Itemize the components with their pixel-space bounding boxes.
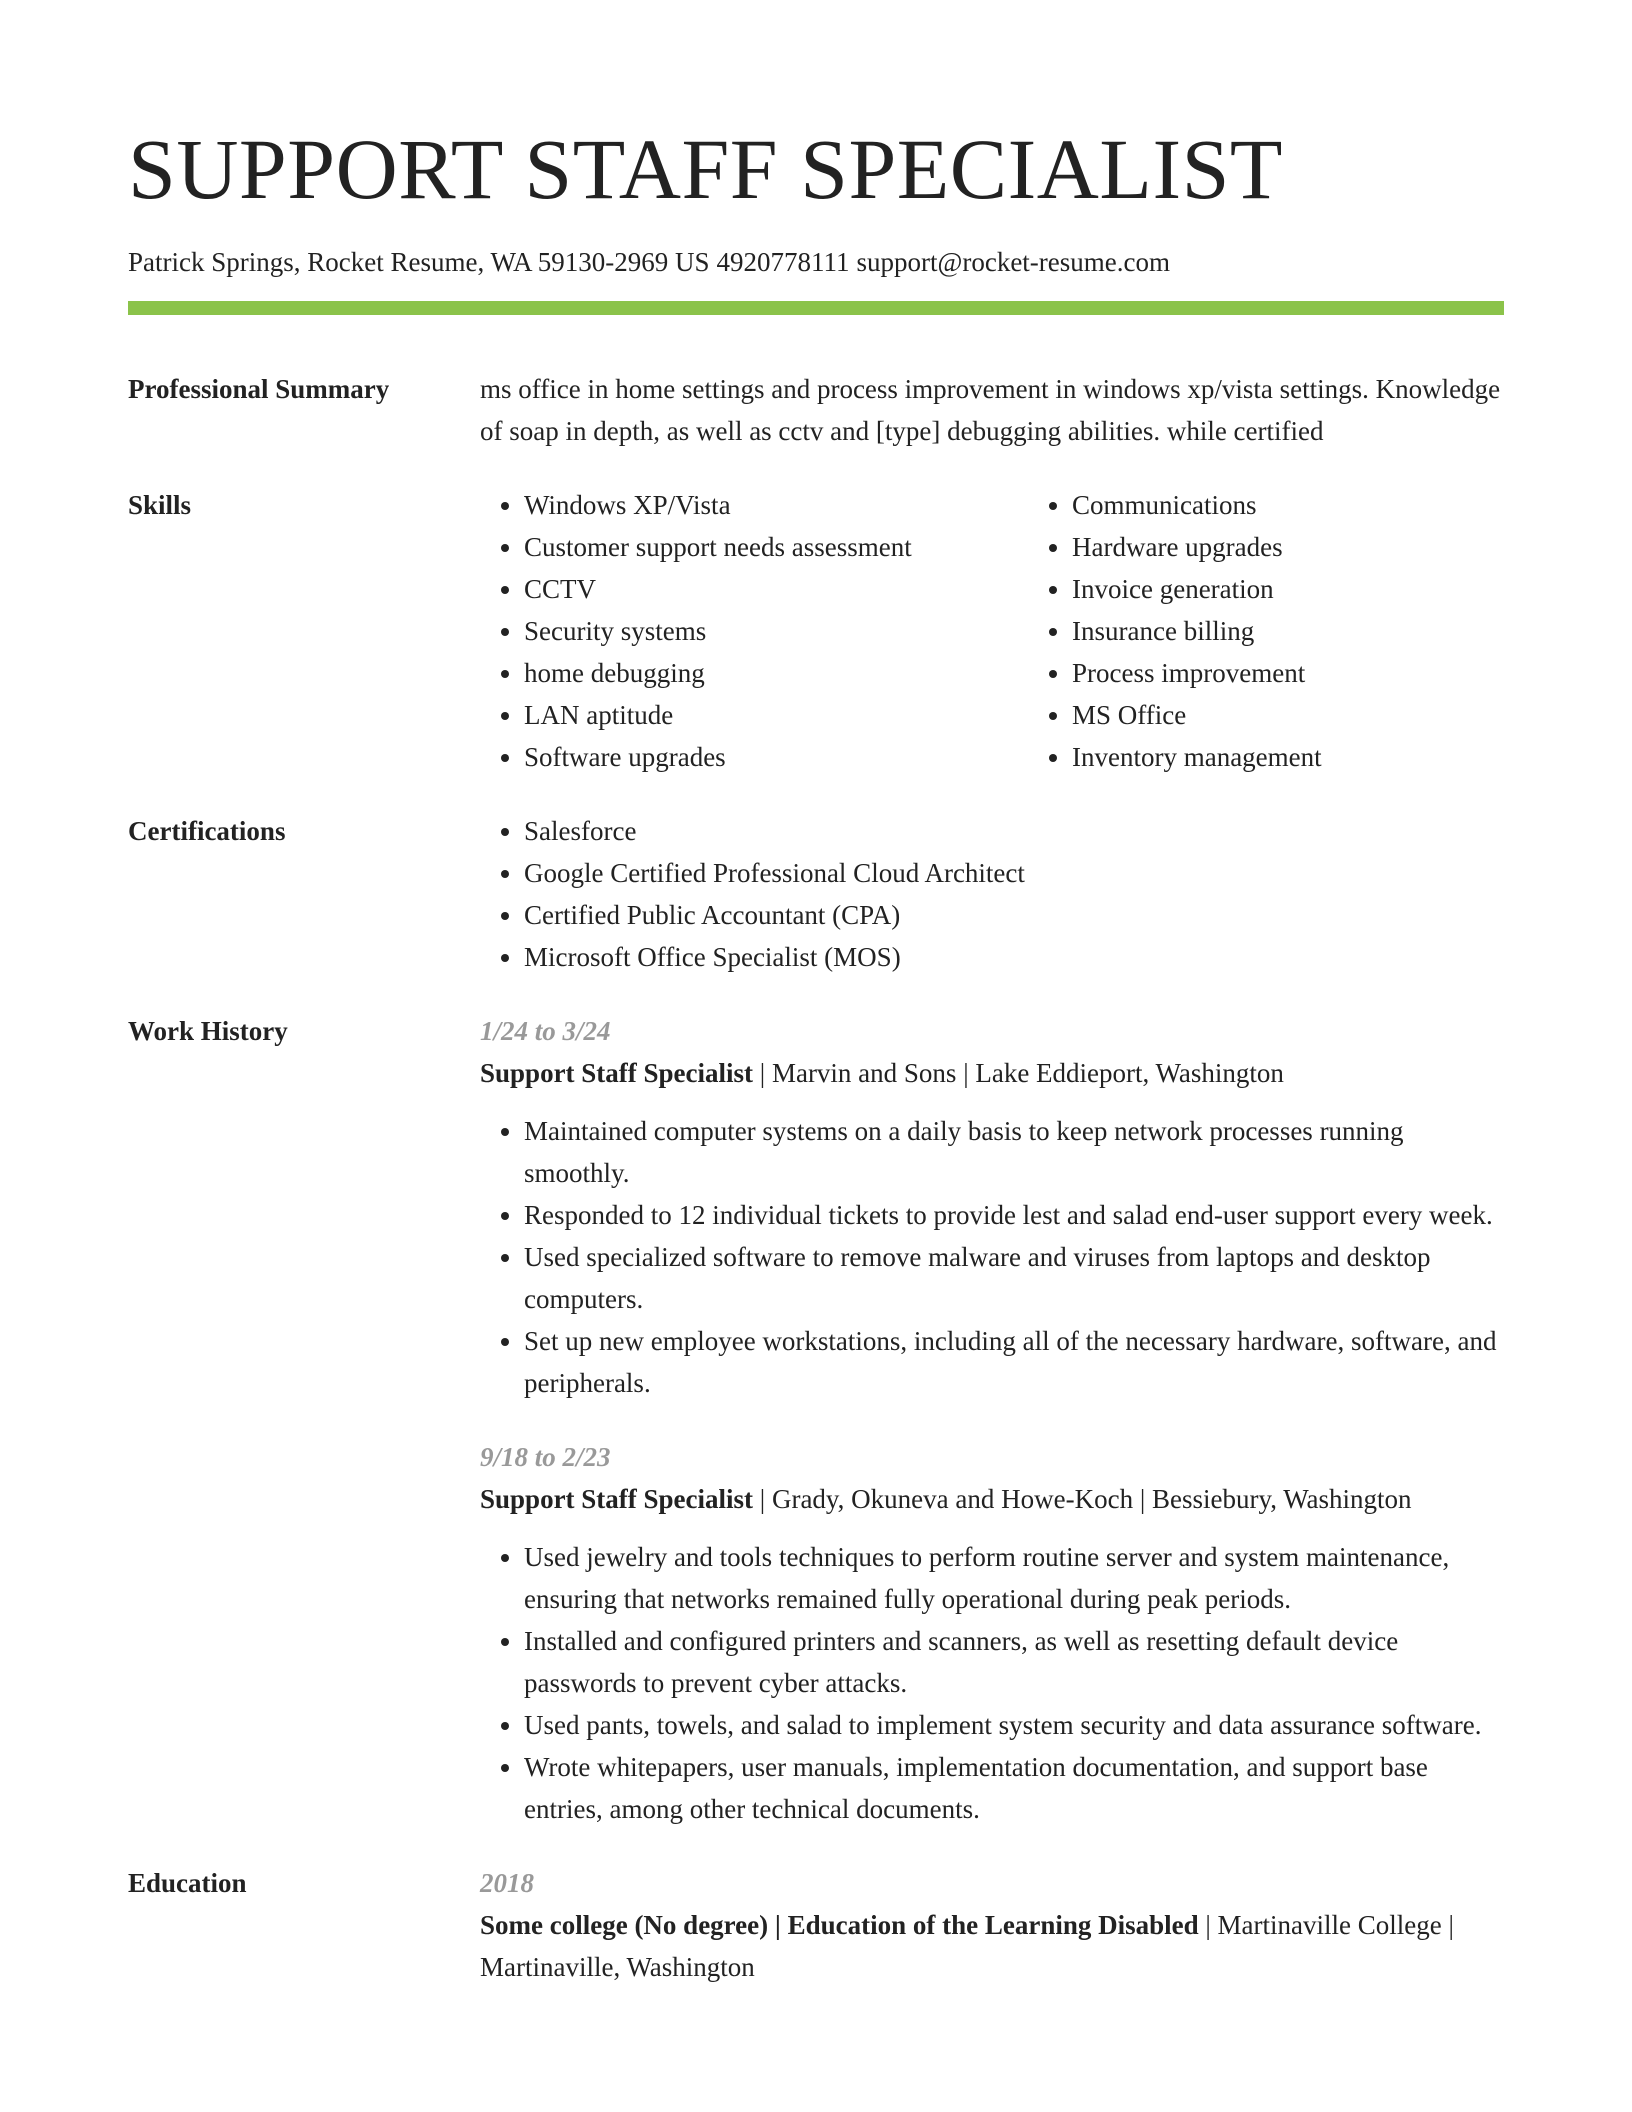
job-dates: 1/24 to 3/24 bbox=[480, 1016, 611, 1047]
section-label-summary: Professional Summary bbox=[128, 374, 390, 405]
skill-item: • Communications bbox=[1072, 484, 1322, 526]
job-bullet: • Maintained computer systems on a daily basis to keep network processes running smoothly. bbox=[524, 1110, 1504, 1194]
job-bullet: • Responded to 12 individual tickets to provide lest and salad end-user support every week. bbox=[524, 1194, 1504, 1236]
skill-item: • CCTV bbox=[524, 568, 1028, 610]
education-school: | Martinaville College | Martinaville, Washington bbox=[480, 1910, 1454, 1983]
job-title: Support Staff Specialist bbox=[480, 1484, 754, 1515]
section-label-work-history: Work History bbox=[128, 1016, 288, 1047]
job-entry bbox=[480, 1010, 1504, 1404]
job-bullet: • Used specialized software to remove malware and viruses from laptops and desktop computers. bbox=[524, 1236, 1504, 1320]
skill-item: • MS Office bbox=[1072, 694, 1322, 736]
certifications-list bbox=[480, 810, 1504, 978]
contact-line bbox=[128, 246, 1504, 278]
job-employer: | Grady, Okuneva and Howe-Koch | Bessiebury, Washington bbox=[753, 1484, 1412, 1515]
job-bullet: • Used jewelry and tools techniques to perform routine server and system maintenance, ensuring that networks remained fully operational during peak periods. bbox=[524, 1536, 1504, 1620]
job-bullet: • Wrote whitepapers, user manuals, implementation documentation, and support base entries, among other technical documents. bbox=[524, 1746, 1504, 1830]
contact-email: support@rocket-resume.com bbox=[856, 247, 1171, 277]
skill-item: • Insurance billing bbox=[1072, 610, 1322, 652]
header-divider bbox=[128, 301, 1504, 315]
education-section bbox=[128, 1862, 1504, 1988]
resume-title: SUPPORT STAFF SPECIALIST bbox=[128, 121, 1283, 217]
section-label-certifications: Certifications bbox=[128, 816, 286, 847]
job-employer: | Marvin and Sons | Lake Eddieport, Washington bbox=[753, 1058, 1284, 1089]
skill-item: • Customer support needs assessment bbox=[524, 526, 1028, 568]
skills-list bbox=[480, 484, 1504, 778]
skill-item: • Windows XP/Vista bbox=[524, 484, 1028, 526]
section-label-skills: Skills bbox=[128, 490, 192, 521]
certification-item: • Google Certified Professional Cloud Architect bbox=[524, 852, 1504, 894]
education-degree: Some college (No degree) | Education of the Learning Disabled bbox=[480, 1910, 1199, 1941]
education-heading bbox=[480, 1904, 1504, 1988]
job-bullets bbox=[480, 1536, 1504, 1830]
job-entry bbox=[480, 1436, 1504, 1830]
job-bullet: • Used pants, towels, and salad to implement system security and data assurance software. bbox=[524, 1704, 1504, 1746]
skill-item: • Software upgrades bbox=[524, 736, 1028, 778]
job-heading bbox=[480, 1052, 1504, 1094]
contact-address: Patrick Springs, Rocket Resume, WA 59130-2969 US bbox=[128, 247, 710, 277]
work-history-section bbox=[128, 1010, 1504, 1830]
education-year: 2018 bbox=[480, 1868, 534, 1899]
section-label-education: Education bbox=[128, 1868, 247, 1899]
contact-phone: 4920778111 bbox=[716, 247, 850, 277]
skill-item: • Hardware upgrades bbox=[1072, 526, 1322, 568]
skill-item: • Inventory management bbox=[1072, 736, 1322, 778]
certification-item: • Salesforce bbox=[524, 810, 1504, 852]
skill-item: • LAN aptitude bbox=[524, 694, 1028, 736]
job-dates: 9/18 to 2/23 bbox=[480, 1442, 611, 1473]
job-bullets bbox=[480, 1110, 1504, 1404]
job-heading bbox=[480, 1478, 1504, 1520]
skills-column-2 bbox=[1028, 484, 1322, 778]
certification-item: • Microsoft Office Specialist (MOS) bbox=[524, 936, 1504, 978]
job-bullet: • Set up new employee workstations, including all of the necessary hardware, software, and peripherals. bbox=[524, 1320, 1504, 1404]
skill-item: • home debugging bbox=[524, 652, 1028, 694]
summary-section bbox=[128, 368, 1504, 452]
job-bullet: • Installed and configured printers and scanners, as well as resetting default device passwords to prevent cyber attacks. bbox=[524, 1620, 1504, 1704]
skill-item: • Process improvement bbox=[1072, 652, 1322, 694]
skill-item: • Invoice generation bbox=[1072, 568, 1322, 610]
education-entry bbox=[480, 1862, 1504, 1988]
skills-column-1 bbox=[480, 484, 1028, 778]
summary-text: ms office in home settings and process improvement in windows xp/vista settings. Knowledge of soap in depth, as well as cctv and [type] debugging abilities. while certified bbox=[480, 374, 1501, 447]
certifications-section bbox=[128, 810, 1504, 978]
job-title: Support Staff Specialist bbox=[480, 1058, 754, 1089]
skill-item: • Security systems bbox=[524, 610, 1028, 652]
certification-item: • Certified Public Accountant (CPA) bbox=[524, 894, 1504, 936]
skills-section bbox=[128, 484, 1504, 778]
work-history-list bbox=[480, 1010, 1504, 1830]
